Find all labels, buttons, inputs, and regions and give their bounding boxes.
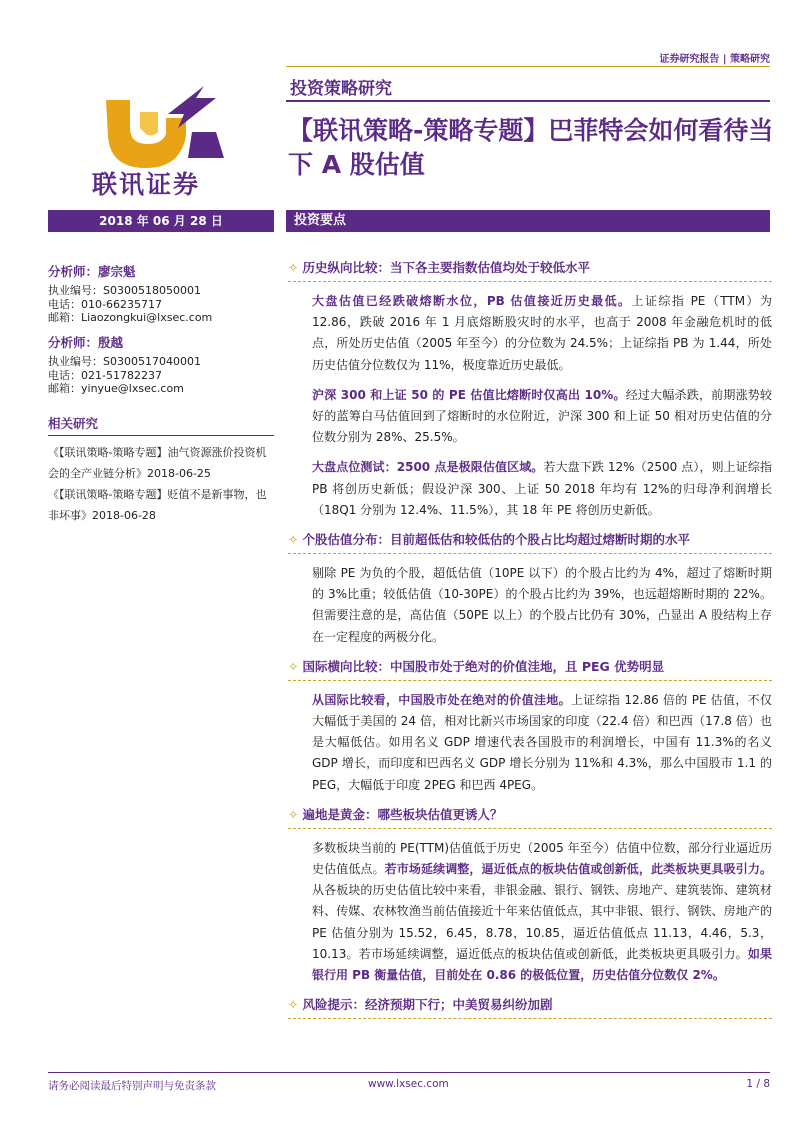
analyst-license: 执业编号：S0300517040001 <box>48 355 201 368</box>
paragraph <box>312 563 772 648</box>
diamond-bullet-icon: ✧ <box>288 658 299 674</box>
section-heading <box>288 258 772 282</box>
analyst-name: 分析师：廖宗魁 <box>48 264 136 279</box>
paragraph-text: 上证综指 12.86 倍的 PE 估值，不仅大幅低于美国的 24 倍，相对比新兴市场国家的印度（22.4 倍）和巴西（17.8 倍）也是大幅低估。如用名义 GDP 增速代表各国股市的利润增长，中国有 11.3%的名义 GDP 增长，而印度和巴西名义 GDP 增长分别为 11%和 4.3%，那么中国股市 1.1 的 PEG，大幅低于印度 2PEG 和巴西 4PEG。 <box>312 692 772 792</box>
section-heading <box>288 805 772 829</box>
paragraph <box>312 291 772 376</box>
paragraph <box>312 457 772 521</box>
section-heading <box>288 657 772 681</box>
section-heading-text: 风险提示：经济预期下行；中美贸易纠纷加剧 <box>302 997 553 1013</box>
related-research <box>48 414 274 526</box>
analyst-card <box>48 333 274 396</box>
diamond-bullet-icon: ✧ <box>288 806 299 822</box>
diamond-bullet-icon: ✧ <box>288 260 299 275</box>
paragraph <box>312 838 772 986</box>
title-divider <box>286 100 770 102</box>
paragraph-highlight: 大盘估值已经跌破熔断水位，PB 估值接近历史最低。 <box>312 294 632 308</box>
paragraph-text: 从各板块的历史估值比较中来看，非银金融、银行、钢铁、房地产、建筑装饰、建筑材料、传媒、农林牧渔当前估值接近十年来估值低点，其中非银、银行、钢铁、房地产的 PE 估值分别为 15.52，6.45，8.78，10.85，逼近估值低点 11.13，4.46，5.3，10.13。若市场延续调整，逼近低点的板块估值或创新低，此类板块更具吸引力。 <box>312 883 772 961</box>
analyst-email[interactable]: 邮箱：Liaozongkui@lxsec.com <box>48 311 213 324</box>
paragraph-highlight: 大盘点位测试：2500 点是极限估值区域。 <box>312 460 544 475</box>
diamond-bullet-icon: ✧ <box>288 532 299 548</box>
paragraph-text: 上证综指 PE（TTM）为 12.86，跌破 2016 年 1 月底熔断股灾时的水平，也高于 2008 年金融危机时的低点，所处历史估值（2005 年至今）的分位数为 24.5%；上证综指 PB 为 1.44，所处历史估值分位数仅为 11%，极度靠近历史最低。 <box>312 294 772 372</box>
related-research-title: 相关研究 <box>48 414 274 436</box>
report-title: 【联讯策略-策略专题】巴菲特会如何看待当下 A 股估值 <box>288 116 774 179</box>
paragraph-text: 多数板块当前的 PE(TTM)估值低于历史（2005 年至今）估值中位数，部分行业逼近历史估值低点。 <box>312 840 772 877</box>
paragraph-text: 若大盘下跌 12%（2500 点），则上证综指 PB 将创历史新低；假设沪深 300、上证 50 2018 年均有 12%的归母净利润增长（18Q1 分别为 12.4%、11.5%），其 18 年 PE 将创历史新低。 <box>312 460 772 517</box>
report-date: 2018 年 06 月 28 日 <box>48 210 274 232</box>
diamond-bullet-icon: ✧ <box>288 997 299 1013</box>
paragraph-highlight: 若市场延续调整，逼近低点的板块估值或创新低，此类板块更具吸引力。 <box>384 862 772 877</box>
paragraph <box>312 385 772 449</box>
analyst-card <box>48 262 274 325</box>
analyst-phone: 电话：021-51782237 <box>48 368 162 382</box>
related-research-link[interactable]: 《【联讯策略-策略专题】贬值不是新事物，也非坏事》2018-06-28 <box>48 488 267 522</box>
section-heading <box>288 995 772 1019</box>
section-heading-text: 历史纵向比较：当下各主要指数估值均处于较低水平 <box>302 260 590 275</box>
key-points-body <box>288 258 772 1028</box>
website-link[interactable]: www.lxsec.com <box>368 1078 449 1090</box>
paragraph-highlight: 如果银行用 PB 衡量估值，目前处在 0.86 的极低位置，历史估值分位数仅 2%。 <box>312 946 772 983</box>
analyst-phone: 电话：010-66235717 <box>48 297 162 311</box>
paragraph-highlight: 沪深 300 和上证 50 的 PE 估值比熔断时仅高出 10%。 <box>312 387 626 402</box>
key-points-title: 投资要点 <box>286 210 770 232</box>
footer-divider <box>48 1072 770 1073</box>
section-heading-text: 个股估值分布：目前超低估和较低估的个股占比均超过熔断时期的水平 <box>302 532 690 548</box>
section-heading <box>288 530 772 554</box>
disclaimer-note: 请务必阅读最后特别声明与免责条款 <box>48 1080 216 1092</box>
paragraph <box>312 690 772 796</box>
analyst-name: 分析师：殷越 <box>48 335 124 350</box>
section-heading-text: 遍地是黄金：哪些板块估值更诱人？ <box>302 806 503 822</box>
paragraph-text: 经过大幅杀跌，前期涨势较好的蓝筹白马估值回到了熔断时的水位附近，沪深 300 和上证 50 相对历史估值的分位数分别为 28%、25.5%。 <box>312 387 772 445</box>
brand-name: 联讯证券 <box>92 170 201 199</box>
paragraph-text: 剔除 PE 为负的个股，超低估值（10PE 以下）的个股占比约为 4%，超过了熔断时期的 3%比重；较低估值（10-30PE）的个股占比约为 39%，也远超熔断时期的 22%。但需要注意的是，高估值（50PE 以上）的个股占比仍有 30%，凸显出 A 股结构上存在一定程度的两极分化。 <box>312 566 772 644</box>
page-number: 1 / 8 <box>746 1078 770 1090</box>
report-type-label: 证券研究报告 | 策略研究 <box>659 54 770 65</box>
analyst-license: 执业编号：S0300518050001 <box>48 284 201 297</box>
analyst-email[interactable]: 邮箱：yinyue@lxsec.com <box>48 382 184 395</box>
top-divider <box>286 66 770 67</box>
related-research-link[interactable]: 《【联讯策略-策略专题】油气资源涨价投资机会的全产业链分析》2018-06-25 <box>48 446 267 480</box>
paragraph-highlight: 从国际比较看，中国股市处在绝对的价值洼地。 <box>312 692 571 707</box>
section-title: 投资策略研究 <box>290 79 392 99</box>
section-heading-text: 国际横向比较：中国股市处于绝对的价值洼地，且 PEG 优势明显 <box>302 658 665 674</box>
